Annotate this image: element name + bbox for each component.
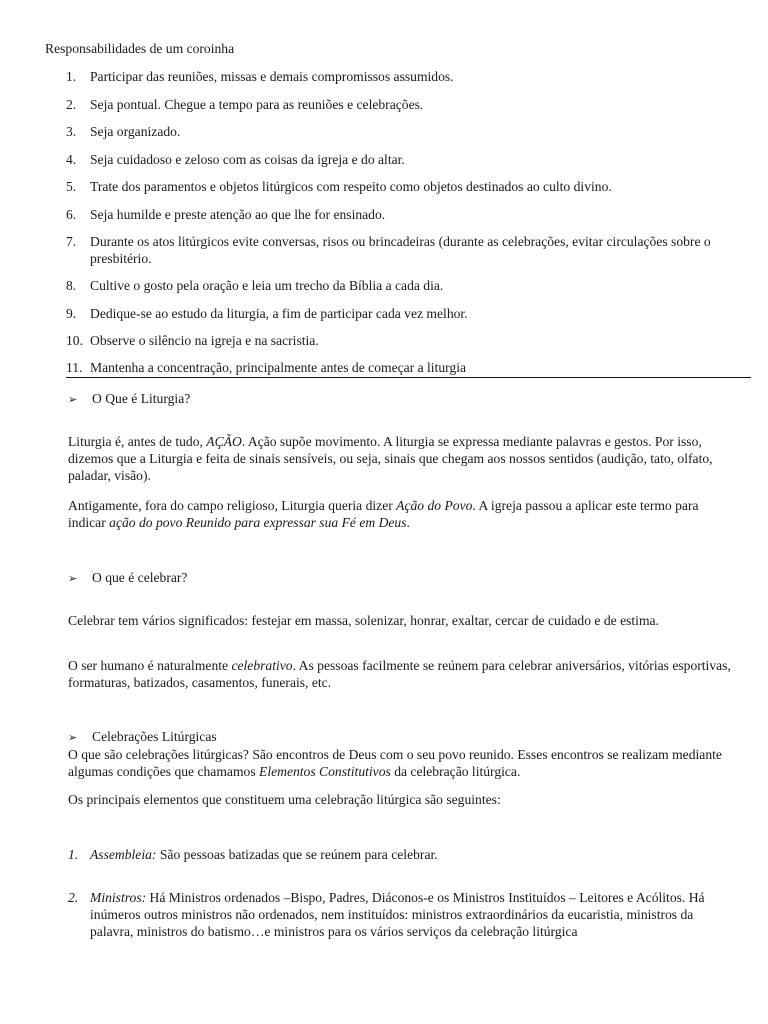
text-run: da celebração litúrgica. (390, 764, 521, 779)
text-run: Os principais elementos que constituem uma celebração litúrgica são seguintes: (68, 792, 501, 807)
term-text: Ministros: (90, 890, 147, 905)
list-item (66, 178, 732, 195)
list-text: Seja pontual. Chegue a tempo para as reuniões e celebrações. (90, 97, 424, 112)
list-number: 6. (66, 207, 77, 222)
list-number: 10. (66, 333, 83, 348)
horizontal-rule (66, 377, 751, 378)
list-number: 2. (66, 97, 77, 112)
emphasis-text: celebrativo (231, 658, 293, 673)
section-heading-liturgia (68, 390, 190, 408)
list-text (90, 846, 738, 863)
list-number: 11. (66, 360, 83, 375)
list-item (66, 305, 732, 322)
list-item (66, 277, 732, 294)
list-number: 4. (66, 152, 77, 167)
text-run: O que são celebrações litúrgicas? São encontros de Deus com o seu povo reunido. Esses encontros se realizam mediante algumas condições que chamamos (68, 747, 722, 779)
list-item (68, 846, 738, 863)
section-heading-celebracoes (68, 728, 217, 746)
document-title: Responsabilidades de um coroinha (45, 41, 235, 56)
term-text: Assembleia: (90, 847, 157, 862)
list-item (66, 359, 732, 376)
list-item (66, 206, 732, 223)
list-text (90, 889, 738, 940)
list-number: 1. (68, 847, 79, 862)
heading-text: O que é celebrar? (92, 570, 188, 585)
list-number: 2. (68, 890, 79, 905)
text-run: Há Ministros ordenados –Bispo, Padres, Diáconos-e os Ministros Instituídos – Leitores e Acólitos. Há inúmeros outros ministros não ordenados, nem instituídos: ministros extraordinários da eucaristia, ministros da palavra, ministros do batismo…e ministros para os vários serviços da celebração litúrgica (90, 890, 705, 939)
list-number: 5. (66, 179, 77, 194)
paragraph (68, 791, 738, 808)
list-text: Seja organizado. (90, 124, 181, 139)
list-text: Durante os atos litúrgicos evite conversas, risos ou brincadeiras (durante as celebrações, evitar circulações sobre o presbitério. (90, 234, 711, 266)
list-number: 1. (66, 69, 77, 84)
text-run: . (406, 515, 410, 530)
list-number: 9. (66, 306, 77, 321)
list-text: Observe o silêncio na igreja e na sacristia. (90, 333, 319, 348)
heading-text: O Que é Liturgia? (92, 391, 191, 406)
text-run: . As pessoas facilmente se reúnem para celebrar aniversários, vitórias esportivas, formaturas, batizados, casamentos, funerais, etc. (68, 658, 731, 690)
text-run: Celebrar tem vários significados: festejar em massa, solenizar, honrar, exaltar, cercar de cuidado e de estima. (68, 613, 659, 628)
list-text: Mantenha a concentração, principalmente antes de começar a liturgia (90, 360, 467, 375)
list-text: Participar das reuniões, missas e demais compromissos assumidos. (90, 69, 454, 84)
paragraph (68, 612, 738, 629)
list-text: Trate dos paramentos e objetos litúrgicos com respeito como objetos destinados ao culto divino. (90, 179, 612, 194)
text-run: . Ação supõe movimento. A liturgia se expressa mediante palavras e gestos. Por isso, dizemos que a Liturgia e feita de sinais sensíveis, ou seja, sinais que chegam aos nossos sentidos (audição, tato, olfato, paladar, visão). (68, 434, 713, 483)
emphasis-text: ação do povo Reunido para expressar sua Fé em Deus (109, 515, 407, 530)
text-run: Liturgia é, antes de tudo, (68, 434, 207, 449)
list-item (66, 68, 732, 85)
list-item (66, 123, 732, 140)
text-run: O ser humano é naturalmente (68, 658, 232, 673)
list-text: Seja cuidadoso e zeloso com as coisas da igreja e do altar. (90, 152, 405, 167)
arrow-bullet-icon: ➢ (68, 393, 78, 406)
heading-text: Celebrações Litúrgicas (92, 729, 217, 744)
text-run: Antigamente, fora do campo religioso, Liturgia queria dizer (68, 498, 397, 513)
arrow-bullet-icon: ➢ (68, 731, 78, 744)
emphasis-text: Elementos Constitutivos (259, 764, 391, 779)
list-text: Cultive o gosto pela oração e leia um trecho da Bíblia a cada dia. (90, 278, 444, 293)
text-run: São pessoas batizadas que se reúnem para celebrar. (156, 847, 438, 862)
emphasis-text: Ação do Povo (396, 498, 473, 513)
list-number: 3. (66, 124, 77, 139)
list-item (66, 332, 732, 349)
list-number: 8. (66, 278, 77, 293)
list-item (66, 151, 732, 168)
list-item (66, 233, 732, 267)
text-run: . A igreja passou a aplicar este termo para indicar (68, 498, 699, 530)
list-text: Dedique-se ao estudo da liturgia, a fim de participar cada vez melhor. (90, 306, 468, 321)
list-number: 7. (66, 234, 77, 249)
paragraph (68, 657, 738, 691)
list-item (66, 96, 732, 113)
list-text: Seja humilde e preste atenção ao que lhe for ensinado. (90, 207, 386, 222)
list-item (68, 889, 738, 940)
paragraph (68, 497, 738, 531)
arrow-bullet-icon: ➢ (68, 572, 78, 585)
paragraph (68, 433, 738, 484)
paragraph (68, 746, 738, 780)
emphasis-text: AÇÃO (206, 434, 242, 449)
section-heading-celebrar (68, 569, 187, 587)
